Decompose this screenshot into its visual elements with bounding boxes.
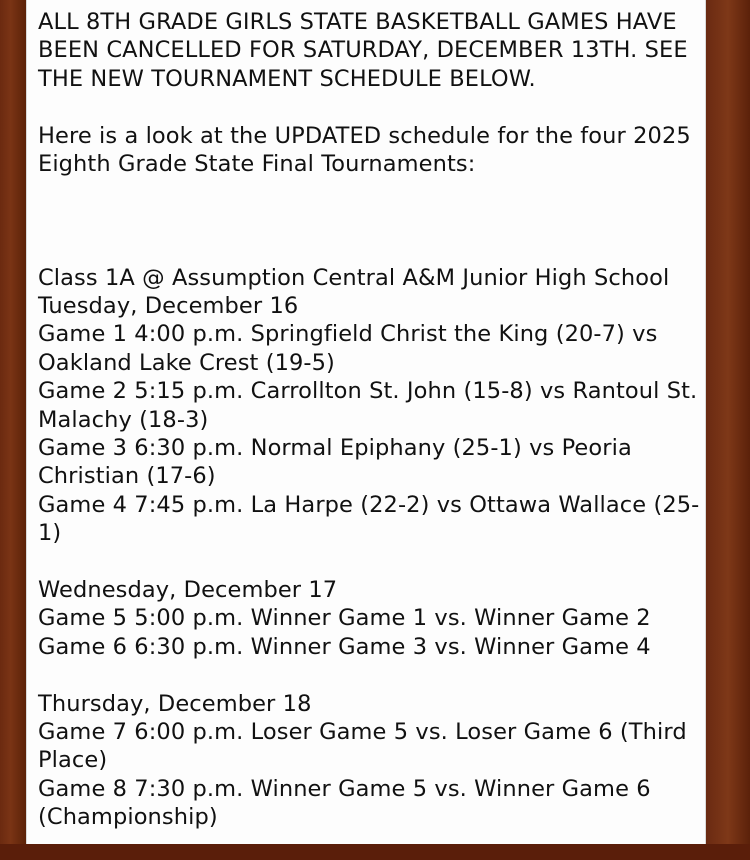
game-line: Game 1 4:00 p.m. Springfield Christ the King (20-7) vs Oakland Lake Crest (19-5): [38, 321, 658, 376]
day-section-wednesday: [38, 576, 702, 661]
game-line: Game 6 6:30 p.m. Winner Game 3 vs. Winner Game 4: [38, 633, 651, 660]
game-line: Game 7 6:00 p.m. Loser Game 5 vs. Loser Game 6 (Third Place): [38, 719, 687, 774]
game-line: Game 5 5:00 p.m. Winner Game 1 vs. Winner Game 2: [38, 605, 651, 632]
game-line: Game 2 5:15 p.m. Carrollton St. John (15-8) vs Rantoul St. Malachy (18-3): [38, 378, 698, 433]
day-section-tuesday: [38, 292, 702, 548]
game-line: Game 8 7:30 p.m. Winner Game 5 vs. Winner Game 6 (Championship): [38, 775, 651, 831]
article-content: [38, 8, 702, 860]
tournament-title: Class 1A @ Assumption Central A&M Junior High School: [38, 264, 670, 291]
day-date: Tuesday, December 16: [38, 293, 299, 320]
game-line: Game 3 6:30 p.m. Normal Epiphany (25-1) vs Peoria Christian (17-6): [38, 435, 632, 490]
background-right: [706, 0, 750, 844]
cancellation-announcement: ALL 8TH GRADE GIRLS STATE BASKETBALL GAMES HAVE BEEN CANCELLED FOR SATURDAY, DECEMBER 13TH. SEE THE NEW TOURNAMENT SCHEDULE BELOW.: [38, 9, 688, 92]
day-date: Wednesday, December 17: [38, 577, 338, 604]
game-line: Game 4 7:45 p.m. La Harpe (22-2) vs Ottawa Wallace (25-1): [38, 491, 700, 547]
background-left: [0, 0, 26, 844]
day-section-thursday: [38, 690, 702, 832]
schedule-intro: Here is a look at the UPDATED schedule for the four 2025 Eighth Grade State Final Tournaments:: [38, 122, 691, 178]
article-page: [26, 0, 706, 844]
day-date: Thursday, December 18: [38, 690, 312, 717]
